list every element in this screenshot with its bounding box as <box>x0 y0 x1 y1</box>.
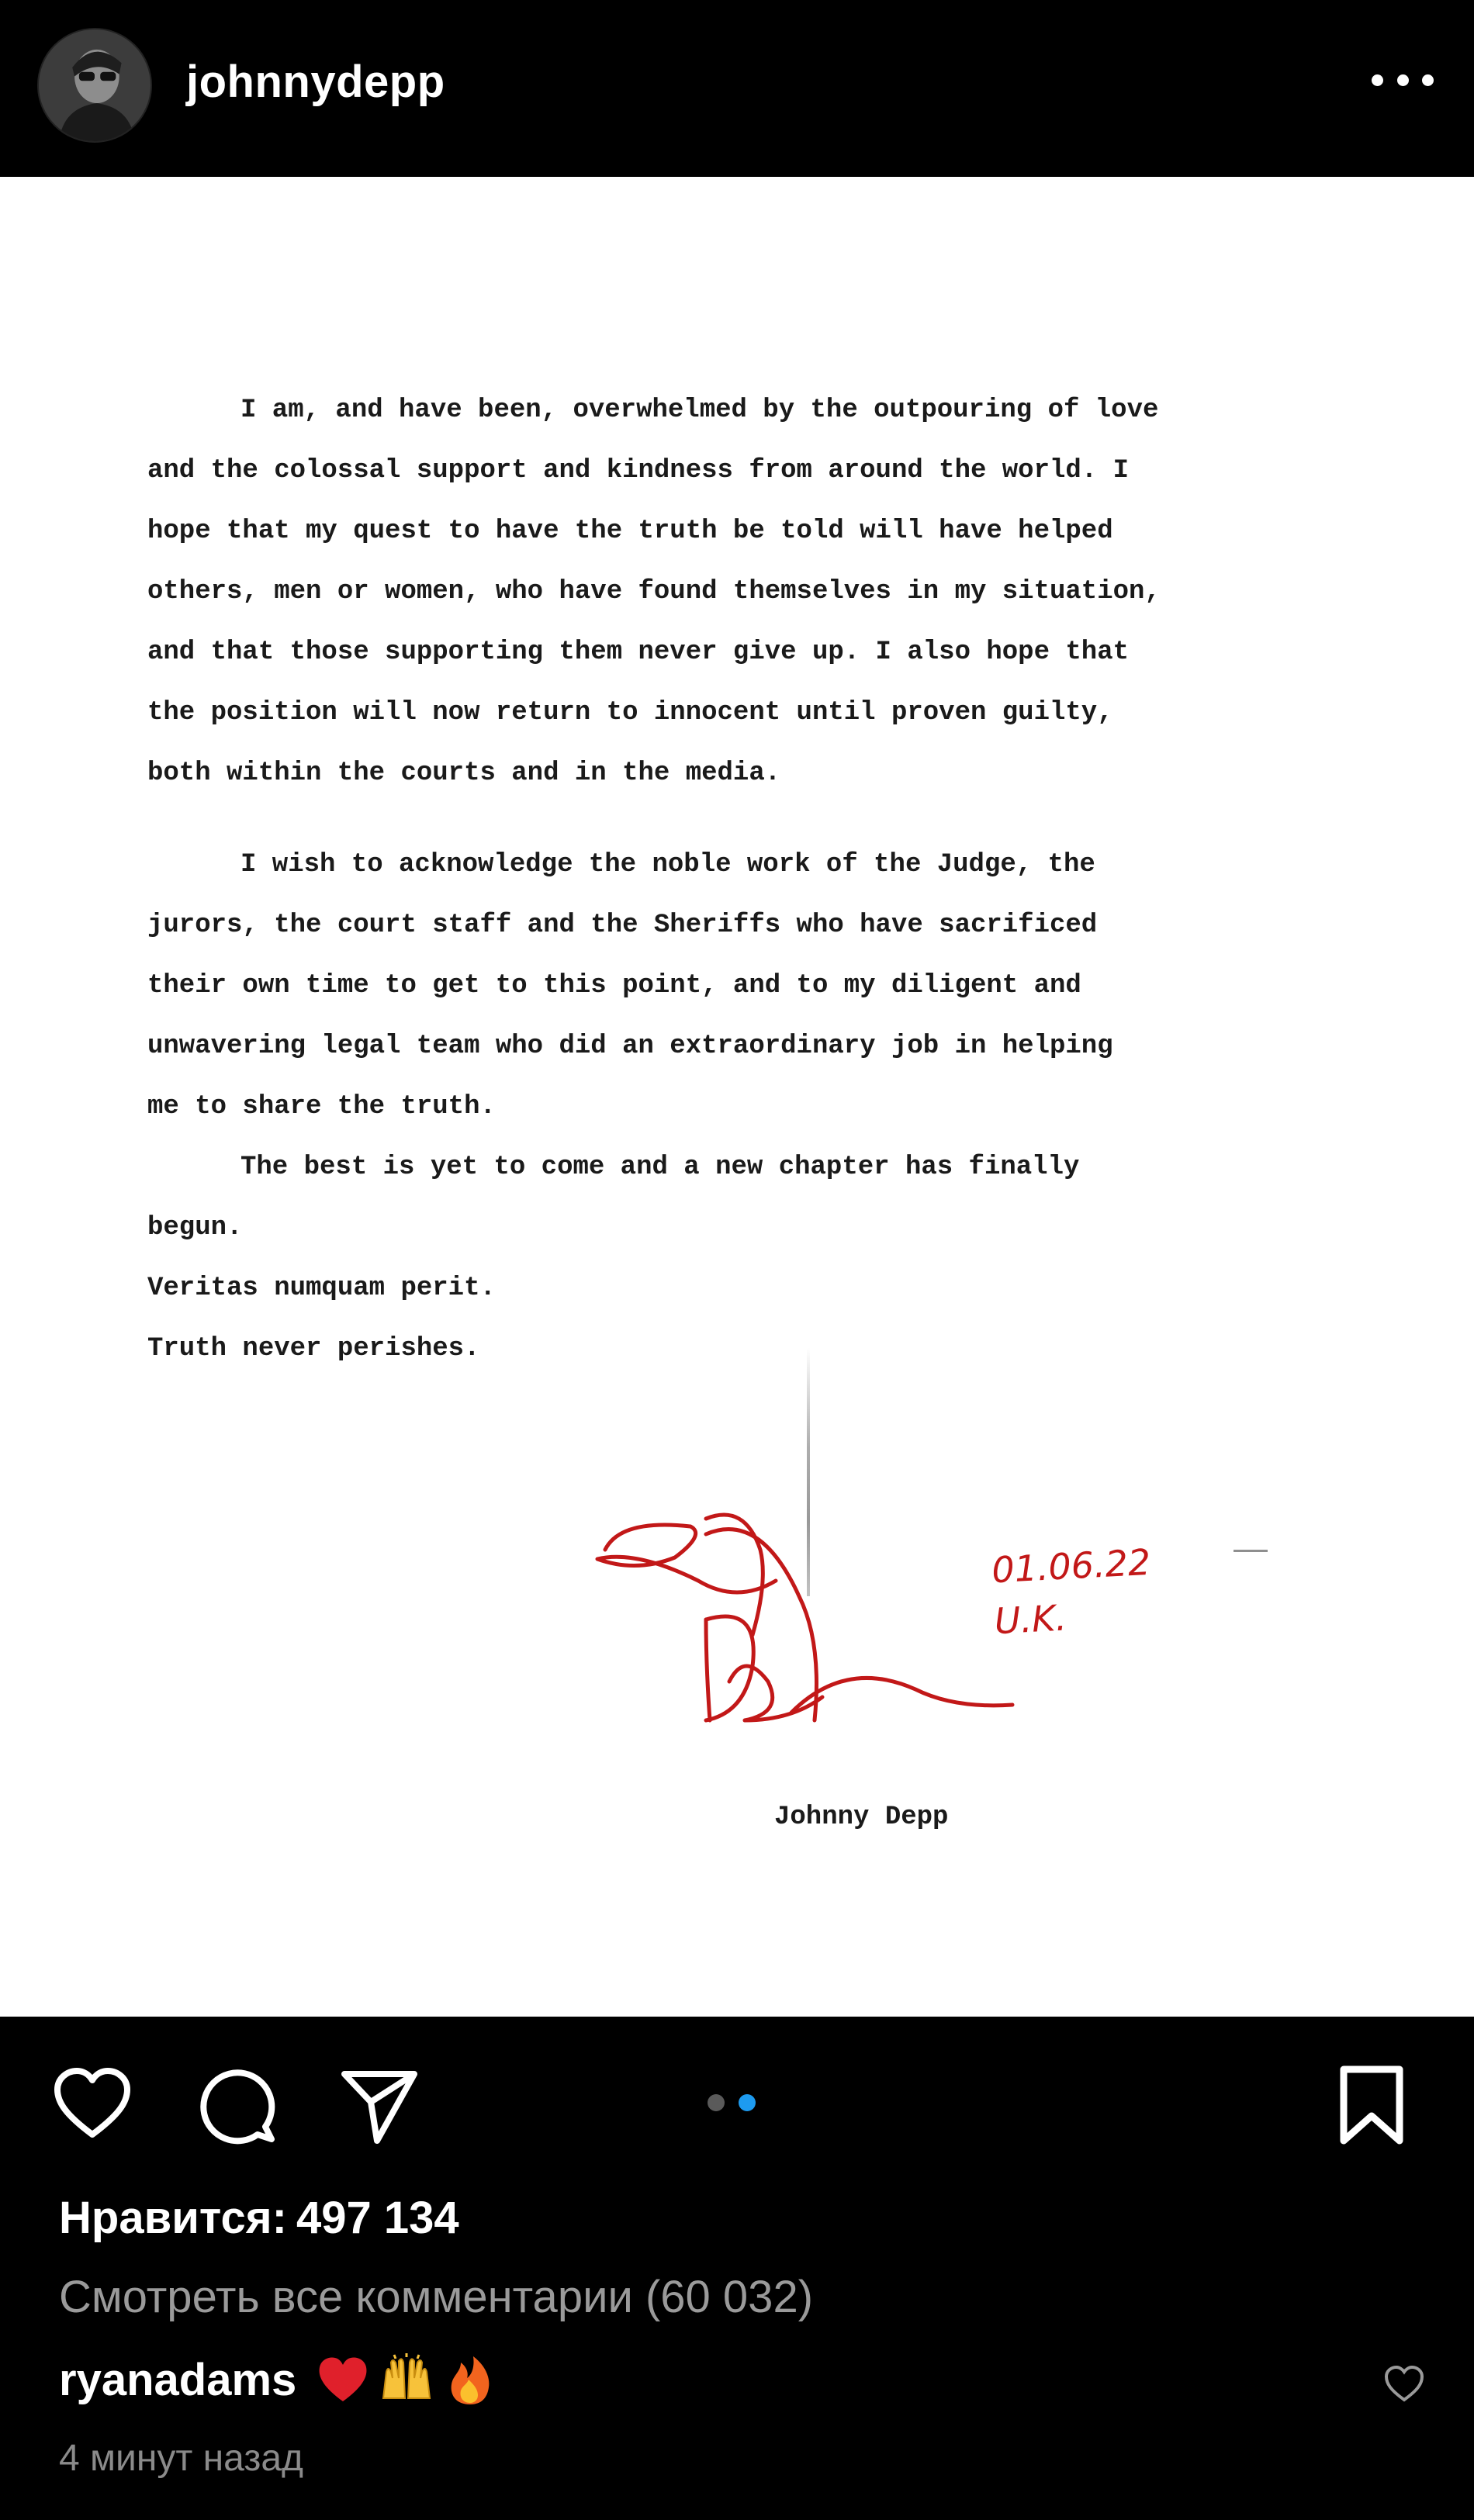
red-heart-emoji <box>315 2352 371 2408</box>
letter-line: I am, and have been, overwhelmed by the outpouring of love <box>240 396 1159 425</box>
carousel-dot-active <box>739 2094 756 2111</box>
comment-row <box>59 2352 498 2408</box>
save-button[interactable] <box>1333 2063 1410 2148</box>
username[interactable]: johnnydepp <box>186 57 445 107</box>
post-image[interactable] <box>0 177 1474 2017</box>
letter-line: The best is yet to come and a new chapter has finally <box>240 1153 1080 1182</box>
letter-line: begun. <box>147 1213 243 1243</box>
letter-line: and that those supporting them never give up. I also hope that <box>147 638 1130 667</box>
post-timestamp: 4 минут назад <box>59 2438 304 2479</box>
share-icon <box>337 2063 422 2148</box>
letter-line: the position will now return to innocent until proven guilty, <box>147 698 1113 728</box>
post-header <box>0 0 1474 177</box>
share-button[interactable] <box>337 2063 422 2148</box>
letter-line: unwavering legal team who did an extraordinary job in helping <box>147 1032 1113 1061</box>
more-options-icon[interactable] <box>1372 60 1434 99</box>
avatar[interactable] <box>37 28 152 143</box>
letter-line: their own time to get to this point, and to my diligent and <box>147 971 1081 1001</box>
heart-icon <box>50 2063 135 2148</box>
likes-count[interactable]: Нравится: 497 134 <box>59 2193 459 2243</box>
comment-icon <box>195 2063 281 2148</box>
avatar-photo-icon <box>39 29 151 141</box>
comment-like-button[interactable] <box>1382 2363 1426 2406</box>
letter-line: others, men or women, who have found themselves in my situation, <box>147 577 1161 607</box>
letter-closing-latin: Veritas numquam perit. <box>147 1274 496 1303</box>
letter-line: jurors, the court staff and the Sheriffs who have sacrificed <box>147 911 1098 940</box>
letter-line: and the colossal support and kindness from around the world. I <box>147 456 1130 486</box>
heart-icon <box>1382 2363 1426 2406</box>
comment-text <box>315 2352 498 2408</box>
stray-mark <box>1234 1550 1268 1552</box>
fire-emoji <box>442 2352 498 2408</box>
carousel-indicator <box>708 2094 756 2111</box>
carousel-dot <box>708 2094 725 2111</box>
signature-name: Johnny Depp <box>774 1803 949 1832</box>
letter-text <box>147 380 1327 1379</box>
signature-date: 01.06.22 U.K. <box>991 1540 1152 1643</box>
letter-line: hope that my quest to have the truth be told will have helped <box>147 517 1113 546</box>
bookmark-icon <box>1333 2063 1410 2148</box>
like-button[interactable] <box>50 2063 135 2148</box>
view-all-comments-link[interactable]: Смотреть все комментарии (60 032) <box>59 2272 814 2322</box>
comment-button[interactable] <box>195 2063 281 2148</box>
letter-closing-english: Truth never perishes. <box>147 1334 480 1364</box>
letter-line: both within the courts and in the media. <box>147 759 781 788</box>
letter-line: I wish to acknowledge the noble work of the Judge, the <box>240 850 1095 880</box>
letter-line: me to share the truth. <box>147 1092 496 1122</box>
comment-username[interactable]: ryanadams <box>59 2354 297 2405</box>
raised-hands-emoji <box>379 2352 434 2408</box>
